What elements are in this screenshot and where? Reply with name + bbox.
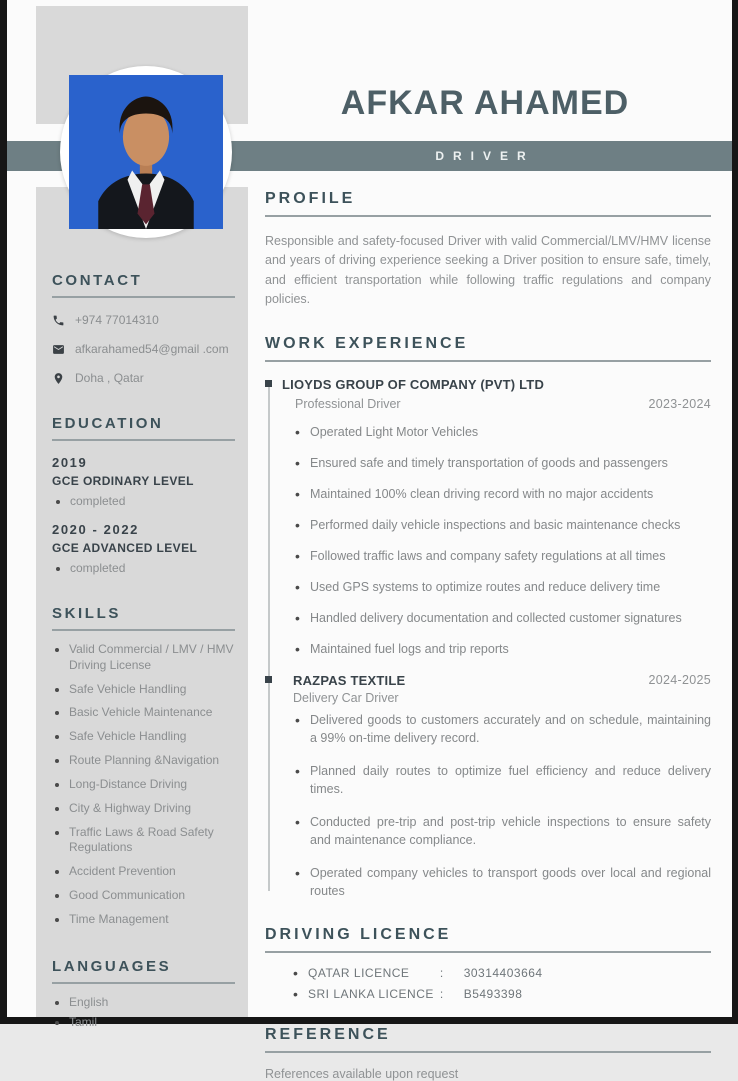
work-experience-section — [265, 335, 711, 901]
job-company-row — [265, 673, 711, 688]
profile-heading: PROFILE — [265, 190, 356, 207]
work-experience-heading: WORK EXPERIENCE — [265, 334, 469, 352]
education-heading: EDUCATION — [52, 415, 164, 432]
candidate-name: AFKAR AHAMED — [340, 84, 630, 122]
job-bullet-list — [265, 711, 711, 901]
skill-item: • Valid Commercial / LMV / HMV Driving License — [69, 642, 235, 674]
skill-item: • Safe Vehicle Handling — [69, 682, 235, 698]
skill-item: • City & Highway Driving — [69, 801, 235, 817]
contact-email-value: afkarahamed54@gmail .com — [75, 342, 229, 356]
driving-licence-heading-rule — [265, 951, 711, 953]
licence-number: 30314403664 — [463, 965, 543, 980]
reference-section — [265, 1026, 711, 1081]
job-role: Professional Driver — [295, 396, 401, 411]
contact-section — [52, 272, 235, 385]
job-title: DRIVER — [435, 149, 535, 163]
job-role: Delivery Car Driver — [293, 690, 399, 705]
page-border-right — [732, 0, 738, 1024]
driving-licence-heading: DRIVING LICENCE — [265, 925, 452, 943]
job-company: RAZPAS TEXTILE — [293, 672, 406, 688]
education-note: • completed — [70, 494, 235, 508]
page-border-left — [0, 0, 7, 1024]
job-bullet: • Operated company vehicles to transport goods over local and regional routes — [295, 864, 711, 900]
job-role-row — [265, 397, 711, 411]
education-period: 2020 - 2022 — [52, 522, 139, 537]
timeline-square-marker — [265, 380, 272, 387]
languages-heading: LANGUAGES — [52, 957, 172, 975]
skill-item: • Time Management — [69, 912, 235, 928]
main-column — [265, 190, 711, 1081]
licence-list — [265, 966, 711, 1001]
licence-item — [293, 987, 711, 1001]
licence-number: B5493398 — [463, 986, 523, 1001]
job-company-row — [265, 377, 711, 392]
phone-icon — [52, 314, 65, 327]
skills-list — [52, 642, 235, 928]
licence-label: QATAR LICENCE — [308, 965, 410, 980]
languages-heading-rule — [52, 982, 235, 984]
skill-item: • Safe Vehicle Handling — [69, 729, 235, 745]
driving-licence-section — [265, 926, 711, 1001]
language-item: • English — [69, 995, 235, 1011]
job-bullet: • Operated Light Motor Vehicles — [295, 425, 711, 439]
profile-heading-rule — [265, 215, 711, 217]
profile-photo — [60, 66, 232, 238]
contact-heading-rule — [52, 296, 235, 298]
reference-heading: REFERENCE — [265, 1025, 391, 1043]
education-heading-rule — [52, 439, 235, 441]
job-bullet: • Used GPS systems to optimize routes and reduce delivery time — [295, 580, 711, 594]
education-note: • completed — [70, 561, 235, 575]
education-period: 2019 — [52, 455, 88, 470]
location-pin-icon — [52, 372, 65, 385]
job-bullet: • Planned daily routes to optimize fuel efficiency and reduce delivery times. — [295, 762, 711, 798]
job-bullet: • Conducted pre-trip and post-trip vehicle inspections to ensure safety and maintenance compliance. — [295, 813, 711, 849]
contact-heading: CONTACT — [52, 272, 143, 289]
education-entry — [52, 455, 235, 508]
skill-item: • Basic Vehicle Maintenance — [69, 705, 235, 721]
contact-email-row — [52, 342, 235, 356]
skill-item: • Traffic Laws & Road Safety Regulations — [69, 825, 235, 857]
education-entry — [52, 522, 235, 575]
job-bullet-list — [265, 425, 711, 656]
job-bullet: • Performed daily vehicle inspections and basic maintenance checks — [295, 518, 711, 532]
skill-item: • Route Planning &Navigation — [69, 753, 235, 769]
sidebar — [52, 272, 235, 1034]
reference-text: References available upon request — [265, 1066, 459, 1081]
licence-item — [293, 966, 711, 980]
experience-timeline — [265, 377, 711, 901]
contact-location-value: Doha , Qatar — [75, 371, 144, 385]
education-title: GCE ORDINARY LEVEL — [52, 474, 194, 488]
job-company: LIOYDS GROUP OF COMPANY (PVT) LTD — [282, 376, 545, 392]
contact-location-row — [52, 371, 235, 385]
licence-label: SRI LANKA LICENCE — [308, 986, 434, 1001]
reference-heading-rule — [265, 1051, 711, 1053]
job-bullet: • Maintained fuel logs and trip reports — [295, 642, 711, 656]
job-bullet: • Followed traffic laws and company safety regulations at all times — [295, 549, 711, 563]
job-bullet: • Maintained 100% clean driving record with no major accidents — [295, 487, 711, 501]
skills-section — [52, 605, 235, 928]
education-section — [52, 415, 235, 575]
person-portrait-graphic — [69, 75, 223, 229]
job-period: 2024-2025 — [648, 672, 711, 687]
languages-list — [52, 995, 235, 1031]
job-bullet: • Handled delivery documentation and collected customer signatures — [295, 611, 711, 625]
job-bullet: • Ensured safe and timely transportation of goods and passengers — [295, 456, 711, 470]
contact-phone-row — [52, 313, 235, 327]
profile-photo-image — [69, 75, 223, 229]
email-icon — [52, 343, 65, 356]
skill-item: • Long-Distance Driving — [69, 777, 235, 793]
skill-item: • Accident Prevention — [69, 864, 235, 880]
work-experience-heading-rule — [265, 360, 711, 362]
job-bullet: • Delivered goods to customers accurately and on schedule, maintaining a 99% on-time delivery record. — [295, 711, 711, 747]
education-title: GCE ADVANCED LEVEL — [52, 541, 198, 555]
job-period: 2023-2024 — [648, 396, 711, 411]
licence-colon: : — [439, 986, 444, 1001]
contact-phone-value: +974 77014310 — [75, 313, 159, 327]
skills-heading: SKILLS — [52, 605, 121, 622]
licence-colon: : — [439, 965, 444, 980]
skills-heading-rule — [52, 629, 235, 631]
languages-section — [52, 958, 235, 1031]
language-item: • Tamil — [69, 1015, 235, 1031]
education-entries — [52, 455, 235, 575]
profile-summary: Responsible and safety-focused Driver with valid Commercial/LMV/HMV license and years of driving experience seeking a Driver position to ensure safe, timely, and efficient transportation while following traffic regulations and company policies. — [265, 234, 711, 307]
timeline-square-marker — [265, 676, 272, 683]
skill-item: • Good Communication — [69, 888, 235, 904]
profile-section — [265, 190, 711, 310]
